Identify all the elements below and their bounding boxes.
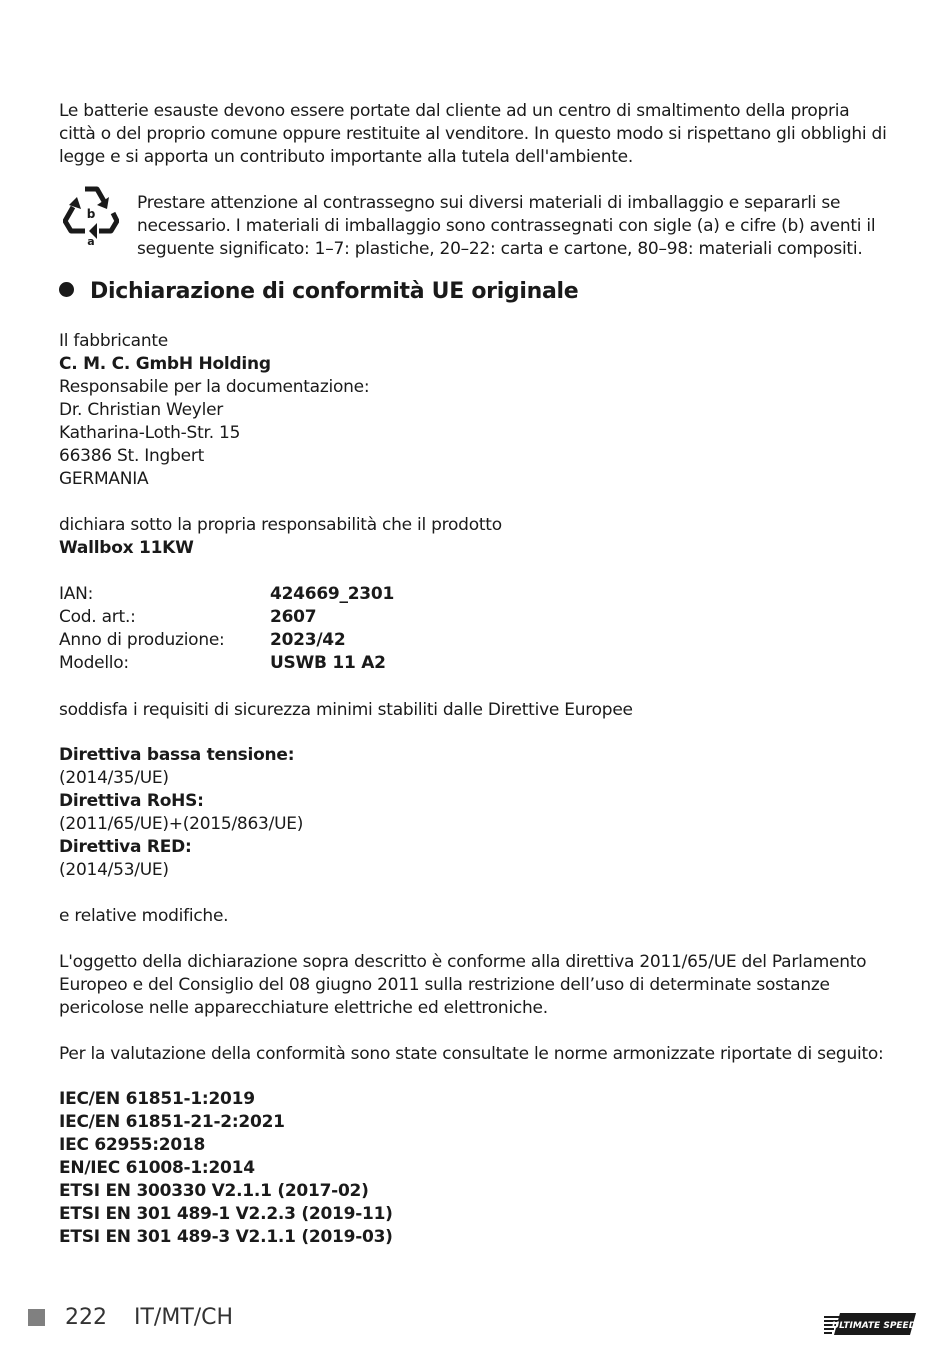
product-name: Wallbox 11KW (59, 538, 194, 558)
manufacturer-name: C. M. C. GmbH Holding (59, 354, 271, 374)
address-street: Katharina-Loth-Str. 15 (59, 423, 241, 443)
standard-item: EN/IEC 61008-1:2014 (59, 1158, 255, 1178)
page-number: 222 (65, 1305, 107, 1330)
directive-name: Direttiva bassa tensione: (59, 745, 295, 765)
responsible-person: Dr. Christian Weyler (59, 400, 224, 420)
spec-value: 424669_2301 (270, 584, 395, 604)
amendments-statement: e relative modifiche. (59, 906, 229, 926)
documentation-label: Responsabile per la documentazione: (59, 377, 370, 397)
spec-value: USWB 11 A2 (270, 653, 386, 673)
rohs-statement: L'oggetto della dichiarazione sopra descritto è conforme alla direttiva 2011/65/UE del Parlamento Europeo e del Consiglio del 08 giugno 2011 sulla restrizione dell’uso di determinate sostanze pericolose nelle apparecchiature elettriche ed elettroniche. (59, 952, 867, 1018)
standards-intro: Per la valutazione della conformità sono state consultate le norme armonizzate riportate di seguito: (59, 1044, 884, 1064)
directive-ref: (2014/35/UE) (59, 768, 169, 788)
recycle-icon (63, 183, 119, 247)
language-codes: IT/MT/CH (134, 1305, 234, 1330)
standard-item: ETSI EN 301 489-3 V2.1.1 (2019-03) (59, 1227, 393, 1247)
section-heading (59, 279, 578, 304)
standard-item: IEC/EN 61851-21-2:2021 (59, 1112, 285, 1132)
standard-item: IEC 62955:2018 (59, 1135, 206, 1155)
recycle-label-a: a (87, 235, 95, 247)
recycle-label-b: b (86, 207, 96, 221)
requirements-statement: soddisfa i requisiti di sicurezza minimi stabiliti dalle Direttive Europee (59, 700, 633, 720)
declaration-statement: dichiara sotto la propria responsabilità che il prodotto (59, 515, 502, 535)
packaging-note: Prestare attenzione al contrassegno sui diversi materiali di imballaggio e separarli se necessario. I materiali di imballaggio sono contrassegnati con sigle (a) e cifre (b) aventi il seguente significato: 1–7: plastiche, 20–22: carta e cartone, 80–98: materiali compositi. (137, 193, 876, 259)
standard-item: IEC/EN 61851-1:2019 (59, 1089, 255, 1109)
spec-value: 2607 (270, 607, 317, 627)
spec-label: IAN: (59, 584, 94, 604)
standard-item: ETSI EN 300330 V2.1.1 (2017-02) (59, 1181, 369, 1201)
address-country: GERMANIA (59, 469, 149, 489)
logo-text: ULTIMATE SPEED (831, 1321, 917, 1331)
directive-name: Direttiva RoHS: (59, 791, 204, 811)
address-city: 66386 St. Ingbert (59, 446, 204, 466)
section-title: Dichiarazione di conformità UE originale (90, 279, 579, 304)
spec-label: Modello: (59, 653, 129, 673)
battery-disposal-paragraph: Le batterie esauste devono essere portate dal cliente ad un centro di smaltimento della propria città o del proprio comune oppure restituite al venditore. In questo modo si rispettano gli obblighi di legge e si apporta un contributo importante alla tutela dell'ambiente. (59, 101, 887, 167)
spec-label: Cod. art.: (59, 607, 136, 627)
directive-ref: (2011/65/UE)+(2015/863/UE) (59, 814, 304, 834)
spec-label: Anno di produzione: (59, 630, 225, 650)
bullet-icon (59, 282, 74, 297)
ultimate-speed-logo (822, 1311, 918, 1337)
footer-marker (28, 1309, 45, 1326)
standard-item: ETSI EN 301 489-1 V2.2.3 (2019-11) (59, 1204, 393, 1224)
directive-name: Direttiva RED: (59, 837, 192, 857)
spec-value: 2023/42 (270, 630, 346, 650)
directive-ref: (2014/53/UE) (59, 860, 169, 880)
manufacturer-intro: Il fabbricante (59, 331, 169, 351)
